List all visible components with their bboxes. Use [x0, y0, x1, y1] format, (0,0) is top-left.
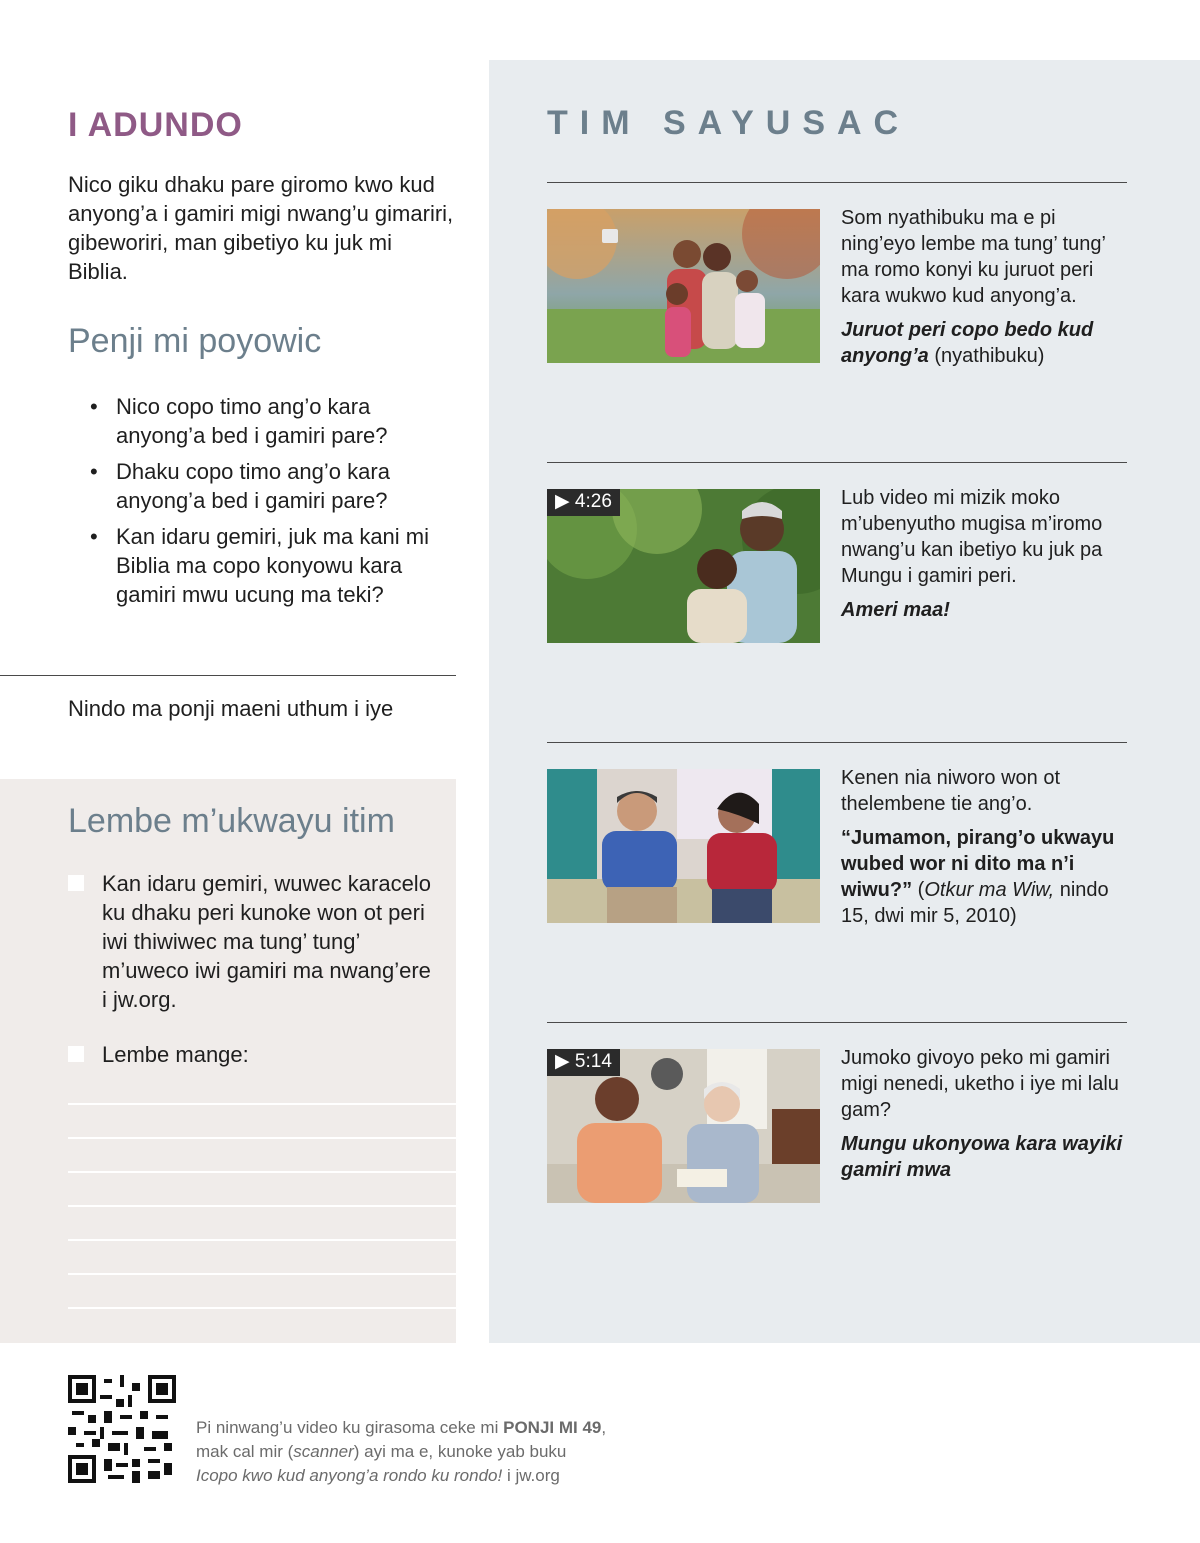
question-item: • Dhaku copo timo ang’o kara anyong’a bed i gamiri pare?	[90, 457, 460, 515]
checkbox[interactable]	[68, 1046, 84, 1062]
writing-line[interactable]	[68, 1273, 456, 1275]
item-description	[841, 1045, 1126, 1183]
item-description	[841, 205, 1126, 369]
divider	[547, 1022, 1127, 1023]
qr-code-graphic	[68, 1375, 176, 1483]
writing-line[interactable]	[68, 1239, 456, 1241]
divider	[0, 675, 456, 676]
item-title-text[interactable]: Ameri maa!	[841, 599, 950, 621]
item-desc-text: Som nyathibuku ma e pi ning’eyo lembe ma tung’ tung’ ma romo konyi ku juruot peri kara wukwo kud anyong’a.	[841, 207, 1106, 307]
footer-line-3	[196, 1464, 716, 1488]
writing-line[interactable]	[68, 1171, 456, 1173]
truth-heading: Lembe m’ukwayu itim	[68, 802, 395, 840]
item-description	[841, 485, 1126, 623]
qr-code-icon[interactable]	[68, 1375, 176, 1483]
question-item: • Kan idaru gemiri, juk ma kani mi Biblia ma copo konyowu kara gamiri mwu ucung ma teki?	[90, 522, 460, 609]
questions-heading: Penji mi poyowic	[68, 322, 322, 360]
family-selfie-photo[interactable]	[547, 209, 820, 363]
lesson-ref: PONJI MI 49	[503, 1418, 602, 1437]
couple-talking-photo[interactable]	[547, 769, 820, 923]
play-icon: ▶	[555, 491, 570, 512]
item-title[interactable]	[841, 1131, 1126, 1183]
date-line: Nindo ma ponji maeni uthum i iye	[68, 696, 394, 721]
intro-heading: I ADUNDO	[68, 106, 243, 144]
checklist-item-label: Lembe mange:	[102, 1042, 249, 1067]
footer-text: ) ayi ma e, kunoke yab buku	[353, 1442, 567, 1461]
item-title-text[interactable]: Juruot peri copo bedo kud anyong’a	[841, 319, 1094, 367]
elderly-couple-video[interactable]	[547, 489, 820, 643]
item-note-rest: nindo 15, dwi mir 5, 2010)	[841, 879, 1109, 927]
writing-line[interactable]	[68, 1307, 456, 1309]
item-desc-text: Kenen nia niworo won ot thelembene tie ang’o.	[841, 767, 1061, 815]
checklist-item[interactable]	[68, 869, 438, 1014]
divider	[547, 742, 1127, 743]
item-note-open: (	[917, 879, 925, 901]
couple-talking-image	[547, 769, 820, 923]
duration-text: 5:14	[574, 1051, 612, 1072]
divider	[547, 462, 1127, 463]
divider	[547, 182, 1127, 183]
item-title-text[interactable]: Mungu ukonyowa kara wayiki gamiri mwa	[841, 1133, 1123, 1181]
footer-line-2	[196, 1440, 716, 1464]
family-selfie-image	[547, 209, 820, 363]
writing-line[interactable]	[68, 1205, 456, 1207]
item-title[interactable]	[841, 825, 1126, 929]
play-icon: ▶	[555, 1051, 570, 1072]
footer-italic: scanner	[293, 1442, 354, 1461]
writing-line[interactable]	[68, 1103, 456, 1105]
item-description	[841, 765, 1126, 929]
video-duration	[547, 489, 620, 516]
checkbox[interactable]	[68, 875, 84, 891]
footer-line-1	[196, 1416, 716, 1440]
writing-line[interactable]	[68, 1137, 456, 1139]
footer-text[interactable]: i jw.org	[502, 1466, 560, 1485]
checklist-item-label: Kan idaru gemiri, wuwec karacelo ku dhaku peri kunoke won ot peri iwi thiwiwec ma tung’ tung’ m’uweco iwi gamiri ma nwang’ere i jw.org.	[102, 871, 431, 1012]
duration-text: 4:26	[574, 491, 612, 512]
book-title: Icopo kwo kud anyong’a rondo ku rondo!	[196, 1466, 503, 1485]
video-duration	[547, 1049, 620, 1076]
item-note: (nyathibuku)	[934, 345, 1045, 367]
checklist-item[interactable]	[68, 1040, 438, 1069]
item-title-text[interactable]: “Jumamon, pirang’o ukwayu wubed wor ni dito ma n’i wiwu?”	[841, 827, 1115, 901]
item-desc-text: Lub video mi mizik moko m’ubenyutho mugisa m’iromo nwang’u kan ibetiyo ku juk pa Mungu i gamiri peri.	[841, 487, 1103, 587]
footer-note	[196, 1416, 716, 1488]
intro-text: Nico giku dhaku pare giromo kwo kud anyong’a i gamiri migi nwang’u gimariri, gibeworiri, man gibetiyo ku juk mi Biblia.	[68, 172, 454, 284]
footer-text: Pi ninwang’u video ku girasoma ceke mi	[196, 1418, 504, 1437]
questions-list	[90, 392, 460, 616]
footer-text: mak cal mir (	[196, 1442, 294, 1461]
item-title[interactable]	[841, 597, 1126, 623]
item-title[interactable]	[841, 317, 1126, 369]
question-item: • Nico copo timo ang’o kara anyong’a bed i gamiri pare?	[90, 392, 460, 450]
item-note-source: Otkur ma Wiw,	[924, 879, 1055, 901]
more-heading: TIM SAYUSAC	[547, 104, 911, 142]
item-desc-text: Jumoko givoyo peko mi gamiri migi nenedi, uketho i iye mi lalu gam?	[841, 1047, 1119, 1121]
footer-text: ,	[601, 1418, 607, 1437]
couple-reading-video[interactable]	[547, 1049, 820, 1203]
